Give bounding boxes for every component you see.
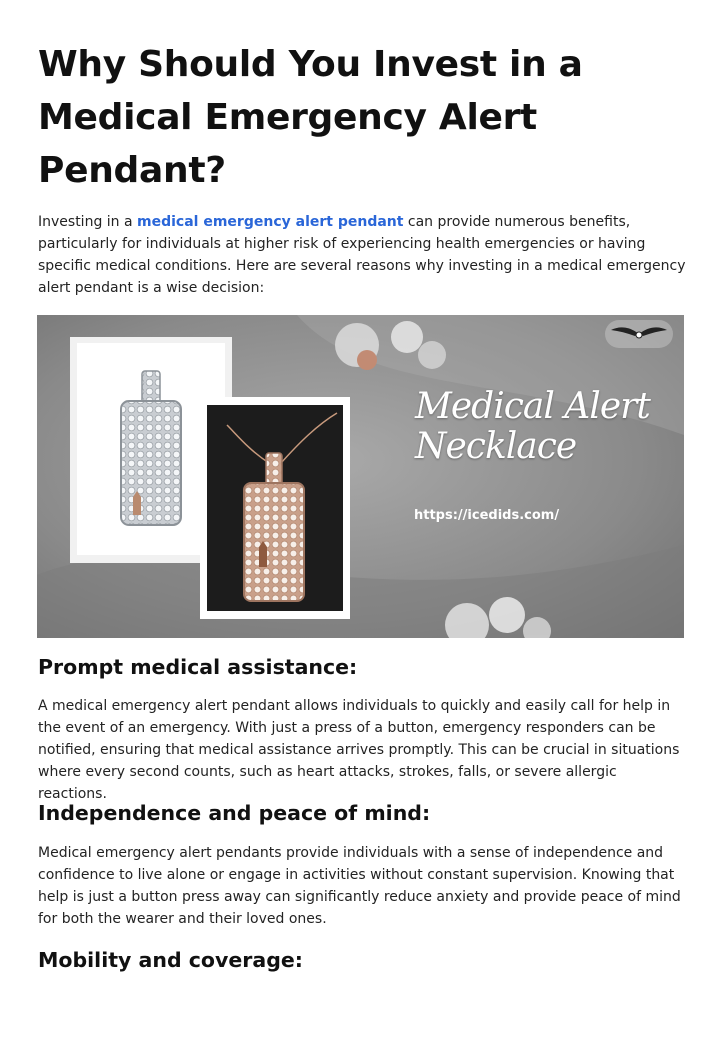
section-heading-prompt-assistance: Prompt medical assistance: <box>38 655 358 679</box>
hero-artwork <box>37 315 684 638</box>
hero-url: https://icedids.com/ <box>414 508 560 523</box>
rose-pendant-card <box>200 397 350 619</box>
section-heading-mobility: Mobility and coverage: <box>38 948 303 972</box>
section-body-independence: Medical emergency alert pendants provide individuals with a sense of independence and confidence to live alone or engage in activities without constant supervision. Knowing that help is just a button press away can significantly reduce anxiety and provide peace of mind for both the wearer and their loved ones. <box>38 845 681 927</box>
brand-logo-badge <box>605 320 673 348</box>
hero-title-line2: Necklace <box>415 426 577 467</box>
hero-title-line1: Medical Alert <box>415 386 650 427</box>
intro-paragraph <box>38 211 686 299</box>
hero-image <box>37 315 684 638</box>
winged-logo-icon <box>605 320 673 348</box>
pendant-link[interactable]: medical emergency alert pendant <box>137 214 404 230</box>
page-title: Why Should You Invest in a Medical Emergency Alert Pendant? <box>38 44 583 191</box>
intro-text-before: Investing in a <box>38 214 138 230</box>
section-body-prompt-assistance: A medical emergency alert pendant allows individuals to quickly and easily call for help in the event of an emergency. With just a press of a button, emergency responders can be notified, ensuring that medical assistance arrives promptly. This can be crucial in situations where every second counts, such as heart attacks, strokes, falls, or severe allergic reactions. <box>38 698 680 802</box>
hero-title <box>415 387 675 467</box>
section-heading-independence: Independence and peace of mind: <box>38 801 431 825</box>
intro-text-after: can provide numerous benefits, particularly for individuals at higher risk of experiencing health emergencies or having specific medical conditions. Here are several reasons why investing in a medical emergency alert pendant is a wise decision: <box>38 214 686 296</box>
